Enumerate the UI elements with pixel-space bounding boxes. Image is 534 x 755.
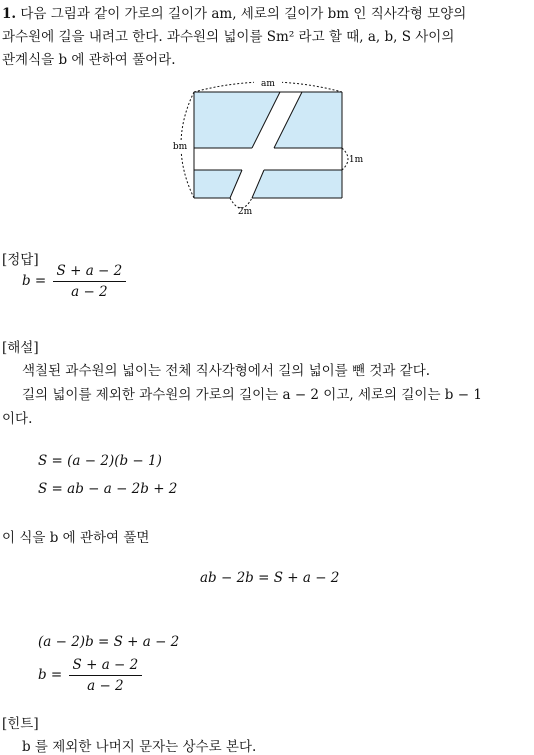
answer-equation [22,263,128,300]
answer-fraction [53,263,127,300]
hint-line-1: b 를 제외한 나머지 문자는 상수로 본다. [22,739,257,755]
explanation-line-1: 색칠된 과수원의 넓이는 전체 직사각형에서 길의 넓이를 뺀 것과 같다. [22,363,431,379]
problem-line-3: 관계식을 b 에 관하여 풀어라. [2,52,176,68]
equation-5 [38,657,144,694]
problem-line-1 [2,2,466,22]
answer-label: [정답] [2,252,39,268]
answer-denominator: a − 2 [71,284,108,300]
label-horizontal-road: 1m [348,155,364,165]
label-width: am [261,79,275,89]
answer-numerator: S + a − 2 [53,263,127,282]
right-dimension-arc [342,148,348,170]
explanation-line-3: 이다. [2,411,33,427]
label-diagonal-road: 2m [237,207,253,217]
equation-4: (a − 2)b = S + a − 2 [38,634,180,650]
problem-line-2: 과수원에 길을 내려고 한다. 과수원의 넓이를 Sm² 라고 할 때, a, b, S 사이의 [2,29,455,45]
equation-5-denominator: a − 2 [87,678,124,694]
problem-text-1: 다음 그림과 같이 가로의 길이가 am, 세로의 길이가 bm 인 직사각형 모양의 [20,6,467,22]
orchard-region-top-right [274,92,342,148]
answer-lhs: b = [22,273,47,289]
orchard-figure [168,78,368,218]
label-height: bm [172,142,188,152]
equation-1: S = (a − 2)(b − 1) [38,453,162,469]
equation-5-fraction [69,657,143,694]
explanation-label: [해설] [2,340,39,356]
equation-5-numerator: S + a − 2 [69,657,143,676]
orchard-region-bottom-right [252,170,342,198]
hint-label: [힌트] [2,716,39,732]
equation-3: ab − 2b = S + a − 2 [200,570,340,586]
orchard-region-bottom-left [194,170,242,198]
explanation-line-2: 길의 넓이를 제외한 과수원의 가로의 길이는 a − 2 이고, 세로의 길이는 b − 1 [22,387,482,403]
explanation-line-4: 이 식을 b 에 관하여 풀면 [2,530,150,546]
equation-5-lhs: b = [38,667,63,683]
orchard-region-top-left [194,92,280,148]
equation-2: S = ab − a − 2b + 2 [38,481,178,497]
problem-number: 1. [2,6,17,22]
